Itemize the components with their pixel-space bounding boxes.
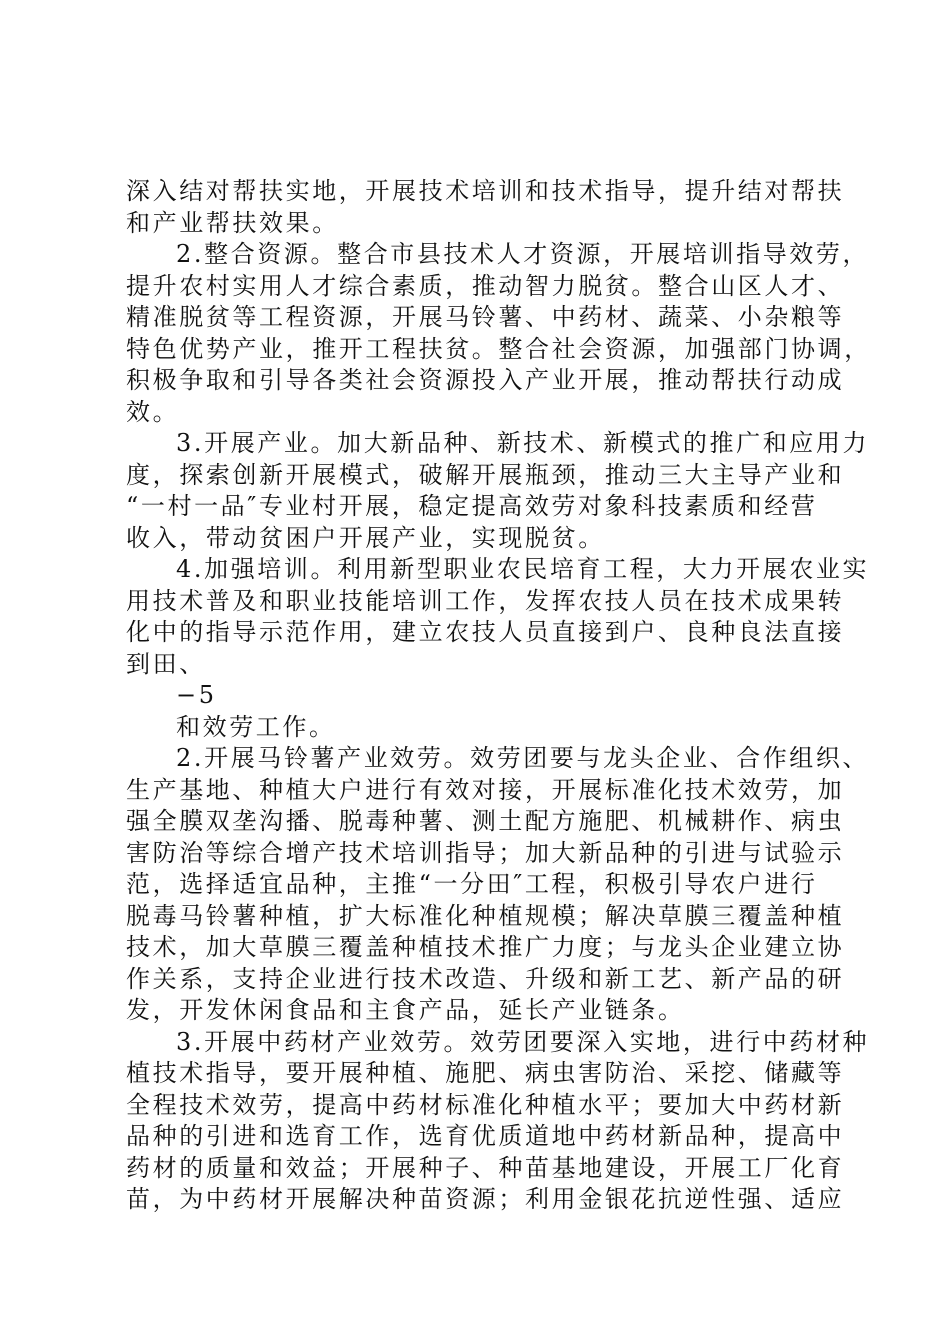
- paragraph-start: 4.加强培训。利用新型职业农民培育工程，大力开展农业实: [176, 555, 870, 583]
- text-line: 植技术指导，要开展种植、施肥、病虫害防治、采挖、储藏等: [126, 1059, 845, 1087]
- paragraph-start: 3.开展产业。加大新品种、新技术、新模式的推广和应用力: [176, 429, 870, 457]
- paragraph-start: 3.开展中药材产业效劳。效劳团要深入实地，进行中药材种: [176, 1027, 870, 1056]
- text-line: 精准脱贫等工程资源，开展马铃薯、中药材、蔬菜、小杂粮等: [126, 303, 845, 331]
- paragraph-start: 和效劳工作。: [176, 712, 336, 741]
- text-line: 积极争取和引导各类社会资源投入产业开展，推动帮扶行动成: [126, 366, 845, 394]
- text-line: 全程技术效劳，提高中药材标准化种植水平；要加大中药材新: [126, 1090, 845, 1119]
- text-line: 效。: [126, 397, 180, 426]
- text-line: 药材的质量和效益；开展种子、种苗基地建设，开展工厂化育: [126, 1153, 845, 1182]
- text-line: 苗，为中药材开展解决种苗资源；利用金银花抗逆性强、适应: [126, 1185, 845, 1213]
- text-line: 深入结对帮扶实地，开展技术培训和技术指导，提升结对帮扶: [126, 177, 845, 205]
- text-line: 用技术普及和职业技能培训工作，发挥农技人员在技术成果转: [126, 586, 845, 615]
- text-line: 强全膜双垄沟播、脱毒种薯、测土配方施肥、机械耕作、病虫: [126, 807, 845, 835]
- paragraph-start: 2.开展马铃薯产业效劳。效劳团要与龙头企业、合作组织、: [176, 744, 870, 772]
- text-line: 脱毒马铃薯种植，扩大标准化种植规模；解决草膜三覆盖种植: [126, 901, 845, 930]
- paragraph-start: 2.整合资源。整合市县技术人才资源，开展培训指导效劳，: [176, 240, 870, 268]
- text-line: 品种的引进和选育工作，选育优质道地中药材新品种，提高中: [126, 1122, 845, 1150]
- page-number: −5: [176, 681, 217, 709]
- text-line: 害防治等综合增产技术培训指导；加大新品种的引进与试验示: [126, 838, 845, 867]
- text-line: 范，选择适宜品种，主推“一分田″工程，积极引导农户进行: [126, 870, 818, 898]
- text-line: 作关系，支持企业进行技术改造、升级和新工艺、新产品的研: [126, 964, 845, 993]
- text-line: “一村一品″专业村开展，稳定提高效劳对象科技素质和经营: [126, 492, 818, 520]
- text-line: 特色优势产业，推开工程扶贫。整合社会资源，加强部门协调，: [126, 334, 871, 363]
- text-line: 度，探索创新开展模式，破解开展瓶颈，推动三大主导产业和: [126, 460, 845, 489]
- text-line: 生产基地、种植大户进行有效对接，开展标准化技术效劳，加: [126, 775, 845, 804]
- text-line: 提升农村实用人才综合素质，推动智力脱贫。整合山区人才、: [126, 271, 845, 300]
- text-line: 到田、: [126, 649, 206, 678]
- text-line: 技术，加大草膜三覆盖种植技术推广力度；与龙头企业建立协: [126, 933, 845, 961]
- text-line: 收入，带动贫困户开展产业，实现脱贫。: [126, 523, 605, 552]
- text-line: 发，开发休闲食品和主食产品，延长产业链条。: [126, 996, 685, 1024]
- text-line: 和产业帮扶效果。: [126, 208, 339, 237]
- document-body: [126, 176, 871, 1216]
- text-line: 化中的指导示范作用，建立农技人员直接到户、良种良法直接: [126, 618, 845, 646]
